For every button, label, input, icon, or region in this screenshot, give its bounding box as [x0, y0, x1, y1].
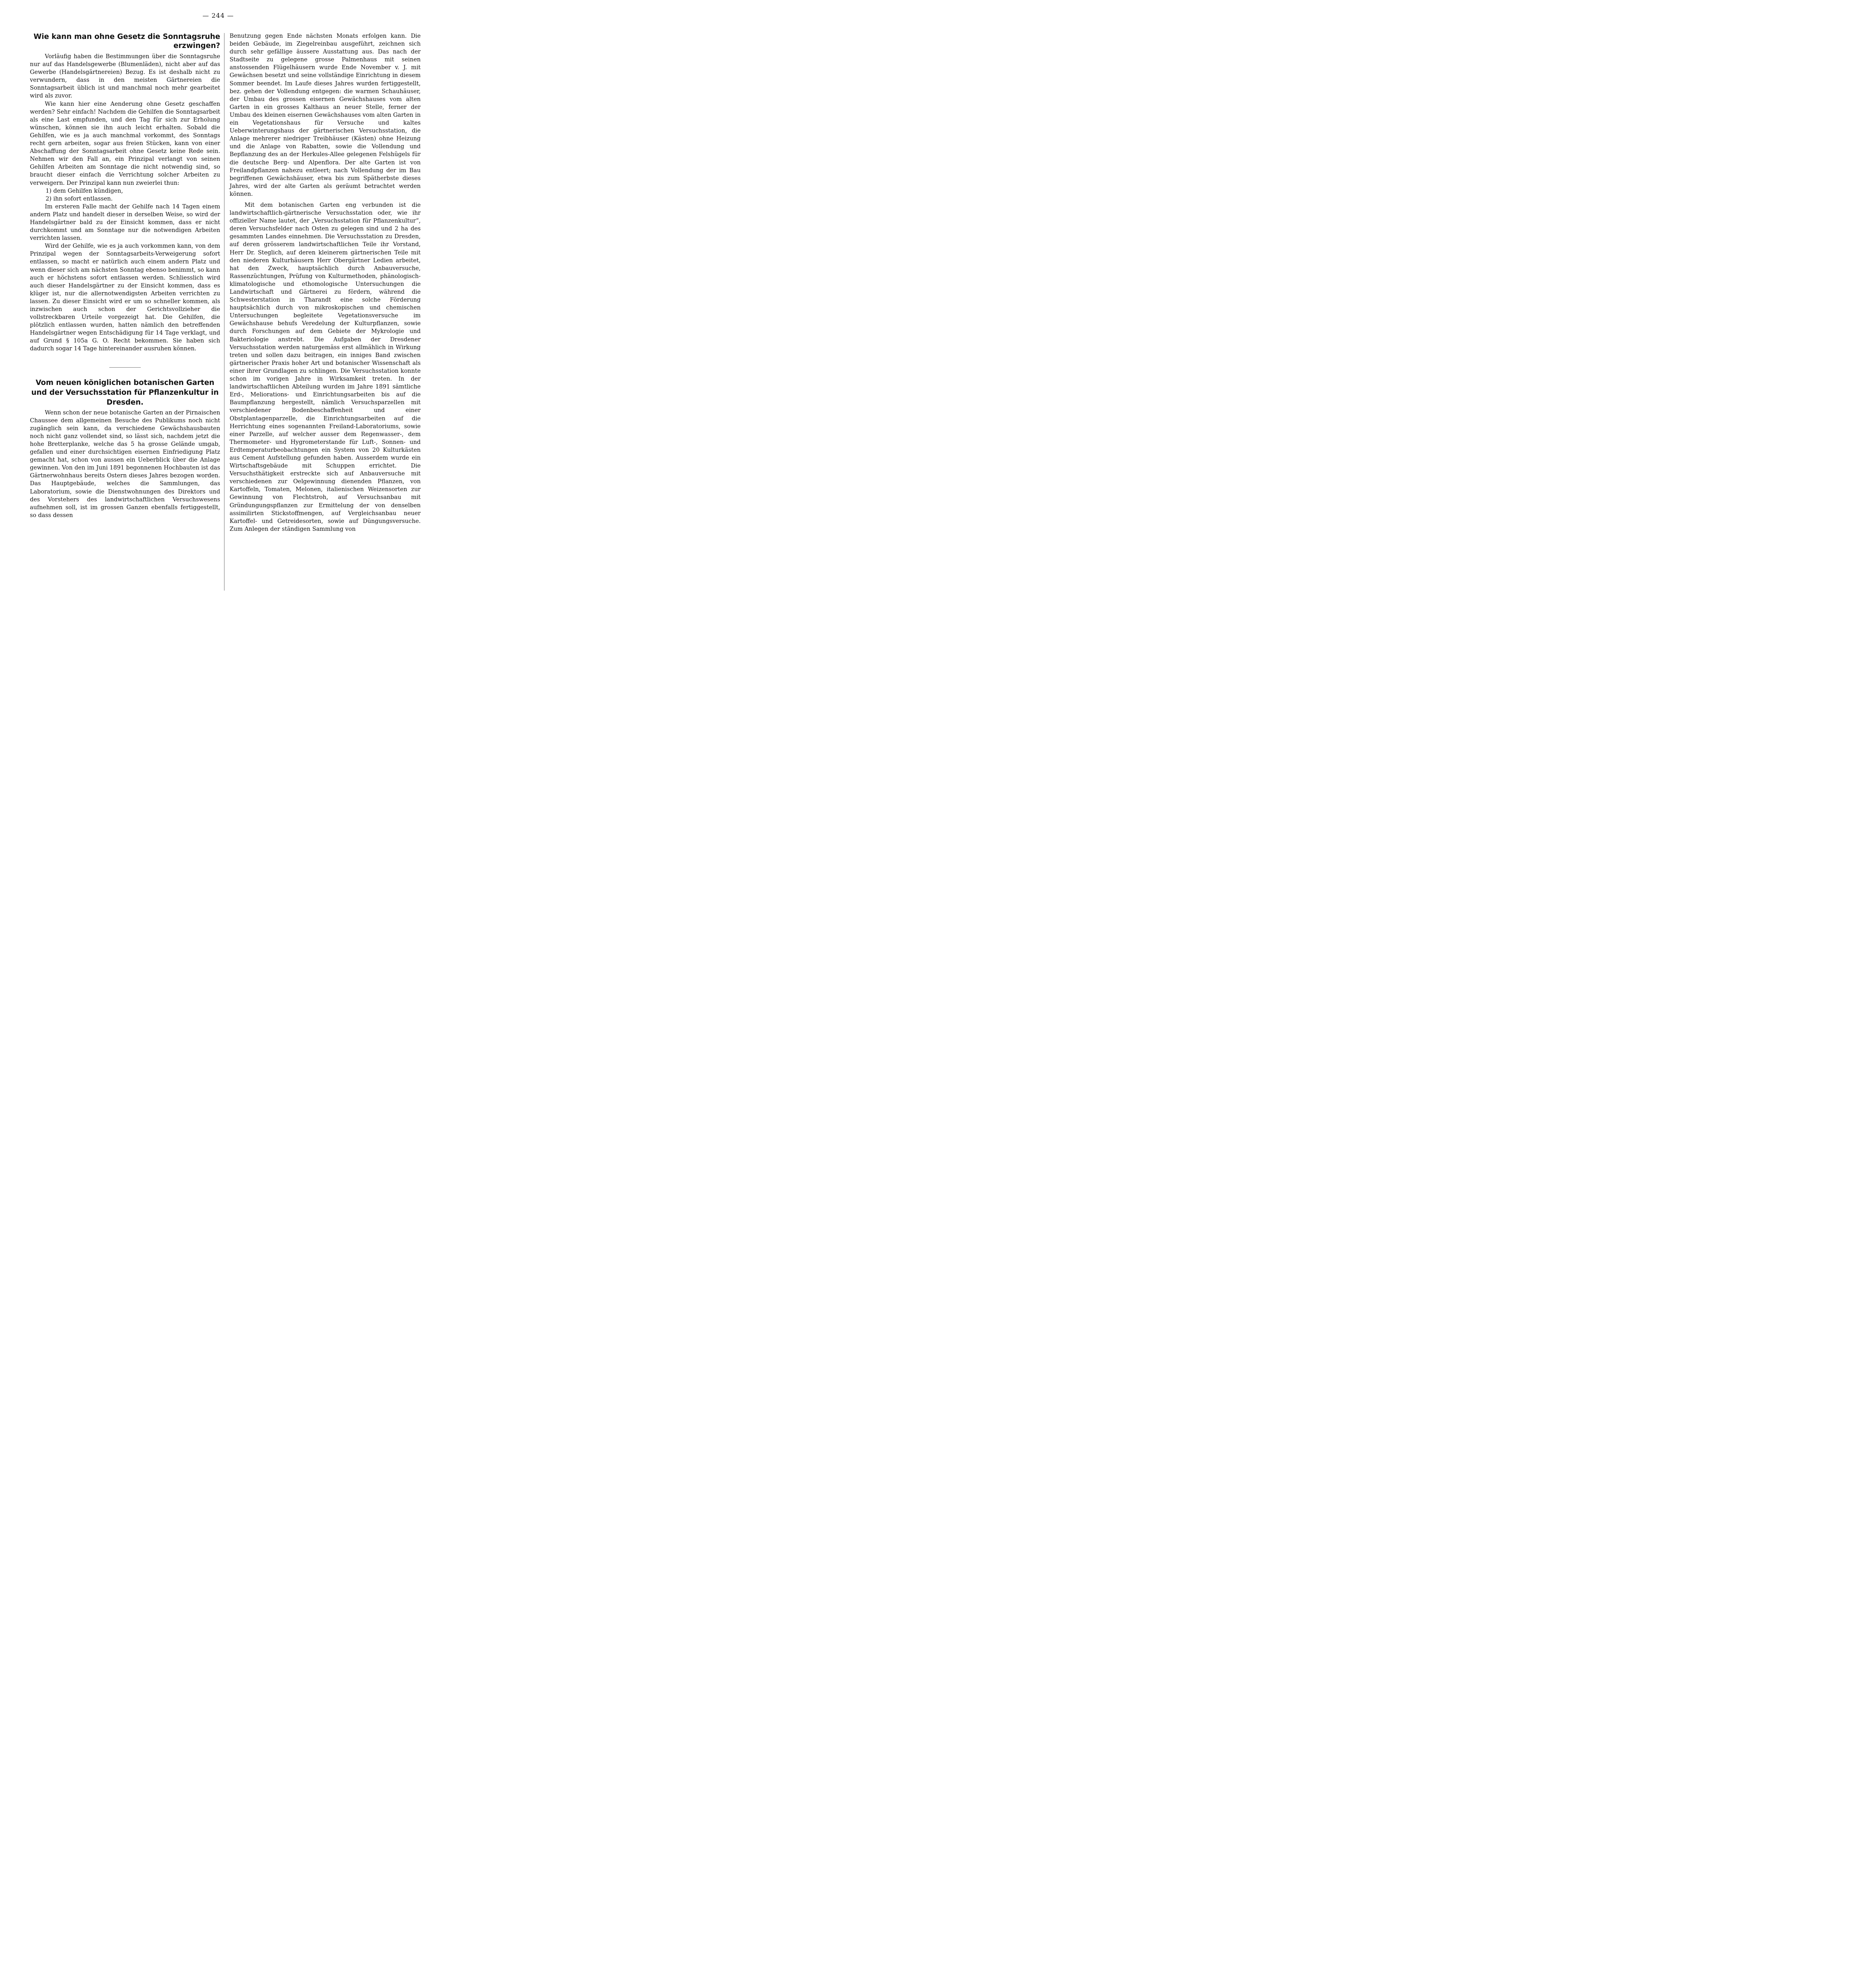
document-page	[0, 0, 436, 618]
paragraph: Im ersteren Falle macht der Gehilfe nach 14 Tagen einem andern Platz und handelt dieser in derselben Weise, so wird der Handelsgärtner bald zu der Einsicht kommen, dass er nicht durchkommt und am Sonntage nur die notwendigen Arbeiten verrichten lassen.	[30, 203, 220, 242]
paragraph-gap	[230, 198, 421, 201]
paragraph: Vorläufig haben die Bestimmungen über die Sonntagsruhe nur auf das Handelsgewerbe (Blumenläden), nicht aber auf das Gewerbe (Handelsgärtnereien) Bezug. Es ist deshalb nicht zu verwundern, dass in den meisten Gärtnereien die Sonntagsarbeit üblich ist und manchmal noch mehr gearbeitet wird als zuvor.	[30, 53, 220, 99]
list-item: 1) dem Gehilfen kündigen,	[46, 187, 123, 194]
paragraph: Wie kann hier eine Aenderung ohne Gesetz geschaffen werden? Sehr einfach! Nachdem die Gehilfen die Sonntagsarbeit als eine Last empfunden, und den Tag für sich zur Erholung wünschen, können sie ihn auch leicht erhalten. Sobald die Gehilfen, wie es ja auch manchmal vorkommt, des Sonntags recht gern arbeiten, sogar aus freien Stücken, kann von einer Abschaffung der Sonntagsarbeit ohne Gesetz keine Rede sein. Nehmen wir den Fall an, ein Prinzipal verlangt von seinen Gehilfen Arbeiten am Sonntage die nicht notwendig sind, so braucht dieser einfach die Verrichtung solcher Arbeiten zu verweigern. Der Prinzipal kann nun zweierlei thun:	[30, 100, 220, 186]
article-title-sonntagsruhe: Wie kann man ohne Gesetz die Sonntagsruhe erzwingen?	[33, 33, 220, 50]
left-column	[30, 32, 220, 519]
paragraph-continued: Benutzung gegen Ende nächsten Monats erfolgen kann. Die beiden Gebäude, im Ziegelreinbau ausgeführt, zeichnen sich durch sehr gefällige äussere Ausstattung aus. Das nach der Stadtseite zu gelegene grosse Palmenhaus mit seinen anstossenden Flügelhäusern wurde Ende November v. J. mit Gewächsen besetzt und seine vollständige Einrichtung in diesem Sommer beendet. Im Laufe dieses Jahres wurden fertiggestellt, bez. gehen der Vollendung entgegen: die warmen Schauhäuser, der Umbau des grossen eisernen Gewächshauses vom alten Garten in ein grosses Kalthaus an neuer Stelle, ferner der Umbau des kleinen eisernen Gewächshauses vom alten Garten in ein Vegetationshaus für Versuche und kaltes Ueberwinterungshaus der gärtnerischen Versuchsstation, die Anlage mehrerer niedriger Treibhäuser (Kästen) ohne Heizung und die Anlage von Rabatten, sowie die Vollendung und Bepflanzung des an der Herkules-Allee gelegenen Felshügels für die deutsche Berg- und Alpenflora. Der alte Garten ist von Freilandpflanzen nahezu entleert; nach Vollendung der im Bau begriffenen Gewächshäuser, etwa bis zum Spätherbste dieses Jahres, wird der alte Garten als geräumt betrachtet werden können.	[230, 33, 421, 197]
section-separator	[109, 367, 141, 368]
right-column	[230, 32, 421, 533]
list-item: 2) ihn sofort entlassen.	[46, 195, 113, 202]
paragraph: Wird der Gehilfe, wie es ja auch vorkommen kann, von dem Prinzipal wegen der Sonntagsarbeits-Verweigerung sofort entlassen, so macht er natürlich auch einem andern Platz und wenn dieser sich am nächsten Sonntag ebenso benimmt, so kann auch er höchstens sofort entlassen werden. Schliesslich wird auch dieser Handelsgärtner zu der Einsicht kommen, dass es klüger ist, nur die allernotwendigsten Arbeiten verrichten zu lassen. Zu dieser Einsicht wird er um so schneller kommen, als inzwischen auch schon der Gerichtsvollzieher die vollstreckbaren Urteile vorgezeigt hat. Die Gehilfen, die plötzlich entlassen wurden, hatten nämlich den betreffenden Handelsgärtner wegen Entschädigung für 14 Tage verklagt, und auf Grund § 105a G. O. Recht bekommen. Sie haben sich dadurch sogar 14 Tage hintereinander ausruhen können.	[30, 243, 220, 352]
page-number: — 244 —	[202, 12, 234, 19]
article-title-botanischer-garten: Vom neuen königlichen botanischen Garten und der Versuchsstation für Pflanzenkultur in Dresden.	[31, 378, 219, 407]
paragraph: Wenn schon der neue botanische Garten an der Pirnaischen Chaussee dem allgemeinen Besuche des Publikums noch nicht zugänglich sein kann, da verschiedene Gewächshausbauten noch nicht ganz vollendet sind, so lässt sich, nachdem jetzt die hohe Bretterplanke, welche das 5 ha grosse Gelände umgab, gefallen und einer durchsichtigen eisernen Einfriedigung Platz gemacht hat, schon von aussen ein Ueberblick über die Anlage gewinnen. Von den im Juni 1891 begonnenen Hochbauten ist das Gärtnerwohnhaus bereits Ostern dieses Jahres bezogen worden. Das Hauptgebäude, welches die Sammlungen, das Laboratorium, sowie die Dienstwohnungen des Direktors und des Vorstehers des landwirtschaftlichen Versuchswesens aufnehmen soll, ist im grossen Ganzen ebenfalls fertiggestellt, so dass dessen	[30, 409, 220, 519]
paragraph: Mit dem botanischen Garten eng verbunden ist die landwirtschaftlich-gärtnerische Versuchsstation oder, wie ihr offizieller Name lautet, der „Versuchsstation für Pflanzenkultur“, deren Versuchsfelder nach Osten zu gelegen sind und 2 ha des gesammten Landes einnehmen. Die Versuchsstation zu Dresden, auf deren grösserem landwirtschaftlichen Teile ihr Vorstand, Herr Dr. Steglich, auf deren kleinerem gärtnerischen Teile mit den niederen Kulturhäusern Herr Obergärtner Ledien arbeitet, hat den Zweck, hauptsächlich durch Anbauversuche, Rassenzüchtungen, Prüfung von Kulturmethoden, phänologisch-klimatologische und ethomologische Untersuchungen die Landwirtschaft und Gärtnerei zu fördern, während die Schwesterstation in Tharandt eine solche Förderung hauptsächlich durch von mikroskopischen und chemischen Untersuchungen begleitete Vegetationsversuche im Gewächshause behufs Veredelung der Kulturpflanzen, sowie durch Forschungen auf dem Gebiete der Mykrologie und Bakteriologie anstrebt. Die Aufgaben der Dresdener Versuchsstation werden naturgemäss erst allmählich in Wirkung treten und sollen dazu beitragen, ein inniges Band zwischen gärtnerischer Praxis hoher Art und botanischer Wissenschaft als einer ihrer Grundlagen zu schlingen. Die Versuchsstation konnte schon im vorigen Jahre in Wirksamkeit treten. In der landwirtschaftlichen Abteilung wurden im Jahre 1891 sämtliche Erd-, Meliorations- und Einrichtungsarbeiten bis auf die Baumpflanzung hergestellt, nämlich Versuchsparzellen mit verschiedener Bodenbeschaffenheit und einer Obstplantagenparzelle, die Einrichtungsarbeiten auf die Herrichtung eines sogenannten Freiland-Laboratoriums, sowie einer Parzelle, auf welcher ausser dem Regenwasser-, dem Thermometer- und Hygrometerstande für Luft-, Sonnen- und Erdtemperaturbeobachtungen ein System von 20 Kulturkästen aus Cement Aufstellung gefunden haben. Ausserdem wurde ein Wirtschaftsgebäude mit Schuppen errichtet. Die Versuchsthätigkeit erstreckte sich auf Anbauversuche mit verschiedenen zur Oelgewinnung dienenden Pflanzen, von Kartoffeln, Tomaten, Melonen, italienischen Weizensorten zur Gewinnung von Flechtstroh, auf Versuchsanbau mit Gründungungspflanzen zur Ermittelung der von denselben assimilirten Stickstoffmengen, auf Vergleichsanbau neuer Kartoffel- und Getreidesorten, sowie auf Düngungsversuche. Zum Anlegen der ständigen Sammlung von	[230, 201, 421, 532]
